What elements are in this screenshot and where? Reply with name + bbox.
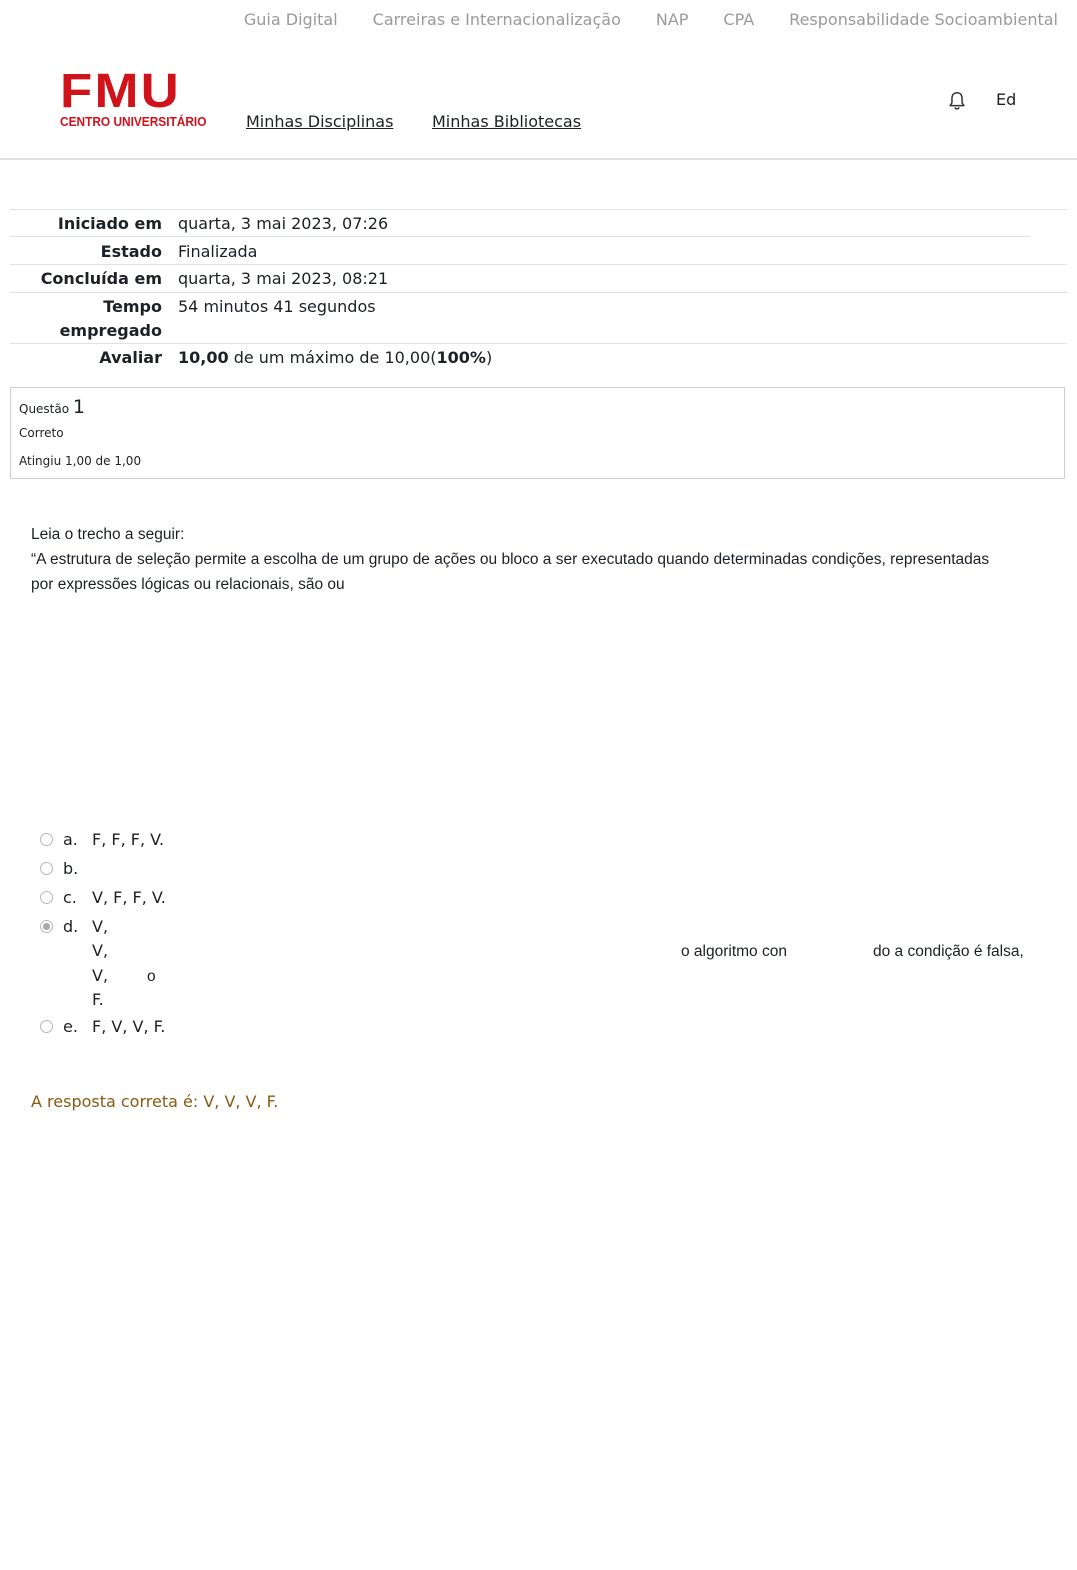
top-link-responsabilidade[interactable]: Responsabilidade Socioambiental: [789, 10, 1058, 29]
question-status: Correto: [19, 426, 64, 440]
grade-label: Avaliar: [99, 348, 162, 367]
radio-a[interactable]: [40, 833, 53, 846]
question-number-value: 1: [72, 396, 86, 418]
radio-b[interactable]: [40, 862, 53, 875]
question-text-intro: Leia o trecho a seguir:: [31, 526, 185, 543]
nav-minhas-bibliotecas[interactable]: Minhas Bibliotecas: [432, 112, 582, 131]
grade-max-text: de um máximo de 10,00(: [228, 348, 437, 367]
time-label-line2: empregado: [59, 321, 162, 340]
user-initials[interactable]: Ed: [996, 90, 1017, 109]
started-label: Iniciado em: [57, 214, 162, 233]
logo-brand: FMU: [60, 65, 181, 118]
top-link-cpa[interactable]: CPA: [723, 10, 755, 29]
state-label: Estado: [100, 242, 162, 261]
state-value: Finalizada: [178, 242, 258, 261]
question-text-line2: por expressões lógicas ou relacionais, são ou: [31, 576, 345, 593]
header-divider: [0, 158, 1077, 160]
option-letter: b.: [63, 859, 79, 878]
grade-value: [178, 347, 492, 369]
option-letter: e.: [63, 1017, 78, 1036]
time-value: 54 minutos 41 segundos: [178, 297, 376, 316]
radio-d-selected[interactable]: [40, 920, 53, 933]
radio-c[interactable]: [40, 891, 53, 904]
grade-score: 10,00: [178, 348, 229, 367]
summary-row-time: [10, 292, 1067, 343]
text-fragment: do a condição é falsa,: [873, 943, 1024, 960]
option-text-line: V,: [92, 941, 109, 960]
top-link-guia-digital[interactable]: Guia Digital: [243, 10, 338, 29]
top-link-nap[interactable]: NAP: [655, 10, 689, 29]
question-text-line1: “A estrutura de seleção permite a escolha de um grupo de ações ou bloco a ser executado quando determinadas condições, representadas: [31, 551, 990, 568]
fmu-logo[interactable]: [60, 65, 207, 129]
radio-e[interactable]: [40, 1020, 53, 1033]
summary-row-grade: [10, 343, 1067, 374]
option-letter: d.: [63, 917, 79, 936]
time-label-line1: Tempo: [103, 297, 162, 316]
started-value: quarta, 3 mai 2023, 07:26: [178, 214, 389, 233]
summary-row-completed: [10, 264, 1067, 292]
summary-row-started: [10, 209, 1067, 237]
option-text-line: V,: [92, 917, 109, 936]
question-number: [19, 396, 85, 418]
logo-subtitle: CENTRO UNIVERSITÁRIO: [60, 115, 207, 129]
completed-label: Concluída em: [40, 269, 162, 288]
grade-end: ): [485, 348, 493, 367]
text-fragment: o: [147, 968, 156, 985]
option-text-line: F.: [92, 990, 104, 1009]
grade-percent: 100%: [436, 348, 486, 367]
option-text-line: V,: [92, 966, 109, 985]
bell-icon[interactable]: [946, 90, 968, 112]
text-fragment: o algoritmo con: [681, 943, 787, 960]
nav-minhas-disciplinas[interactable]: Minhas Disciplinas: [246, 112, 394, 131]
option-text: V, F, F, V.: [92, 888, 166, 907]
option-letter: c.: [63, 888, 77, 907]
question-number-label: Questão: [19, 402, 70, 416]
top-link-carreiras[interactable]: Carreiras e Internacionalização: [372, 10, 621, 29]
option-text: F, F, F, V.: [92, 830, 165, 849]
question-info-box: [10, 387, 1065, 479]
summary-row-state: [10, 236, 1030, 264]
option-letter: a.: [63, 830, 78, 849]
option-text: F, V, V, F.: [92, 1017, 166, 1036]
question-grade: Atingiu 1,00 de 1,00: [19, 454, 142, 468]
correct-answer-feedback: A resposta correta é: V, V, V, F.: [31, 1092, 279, 1111]
top-links: [244, 10, 1058, 29]
completed-value: quarta, 3 mai 2023, 08:21: [178, 269, 389, 288]
